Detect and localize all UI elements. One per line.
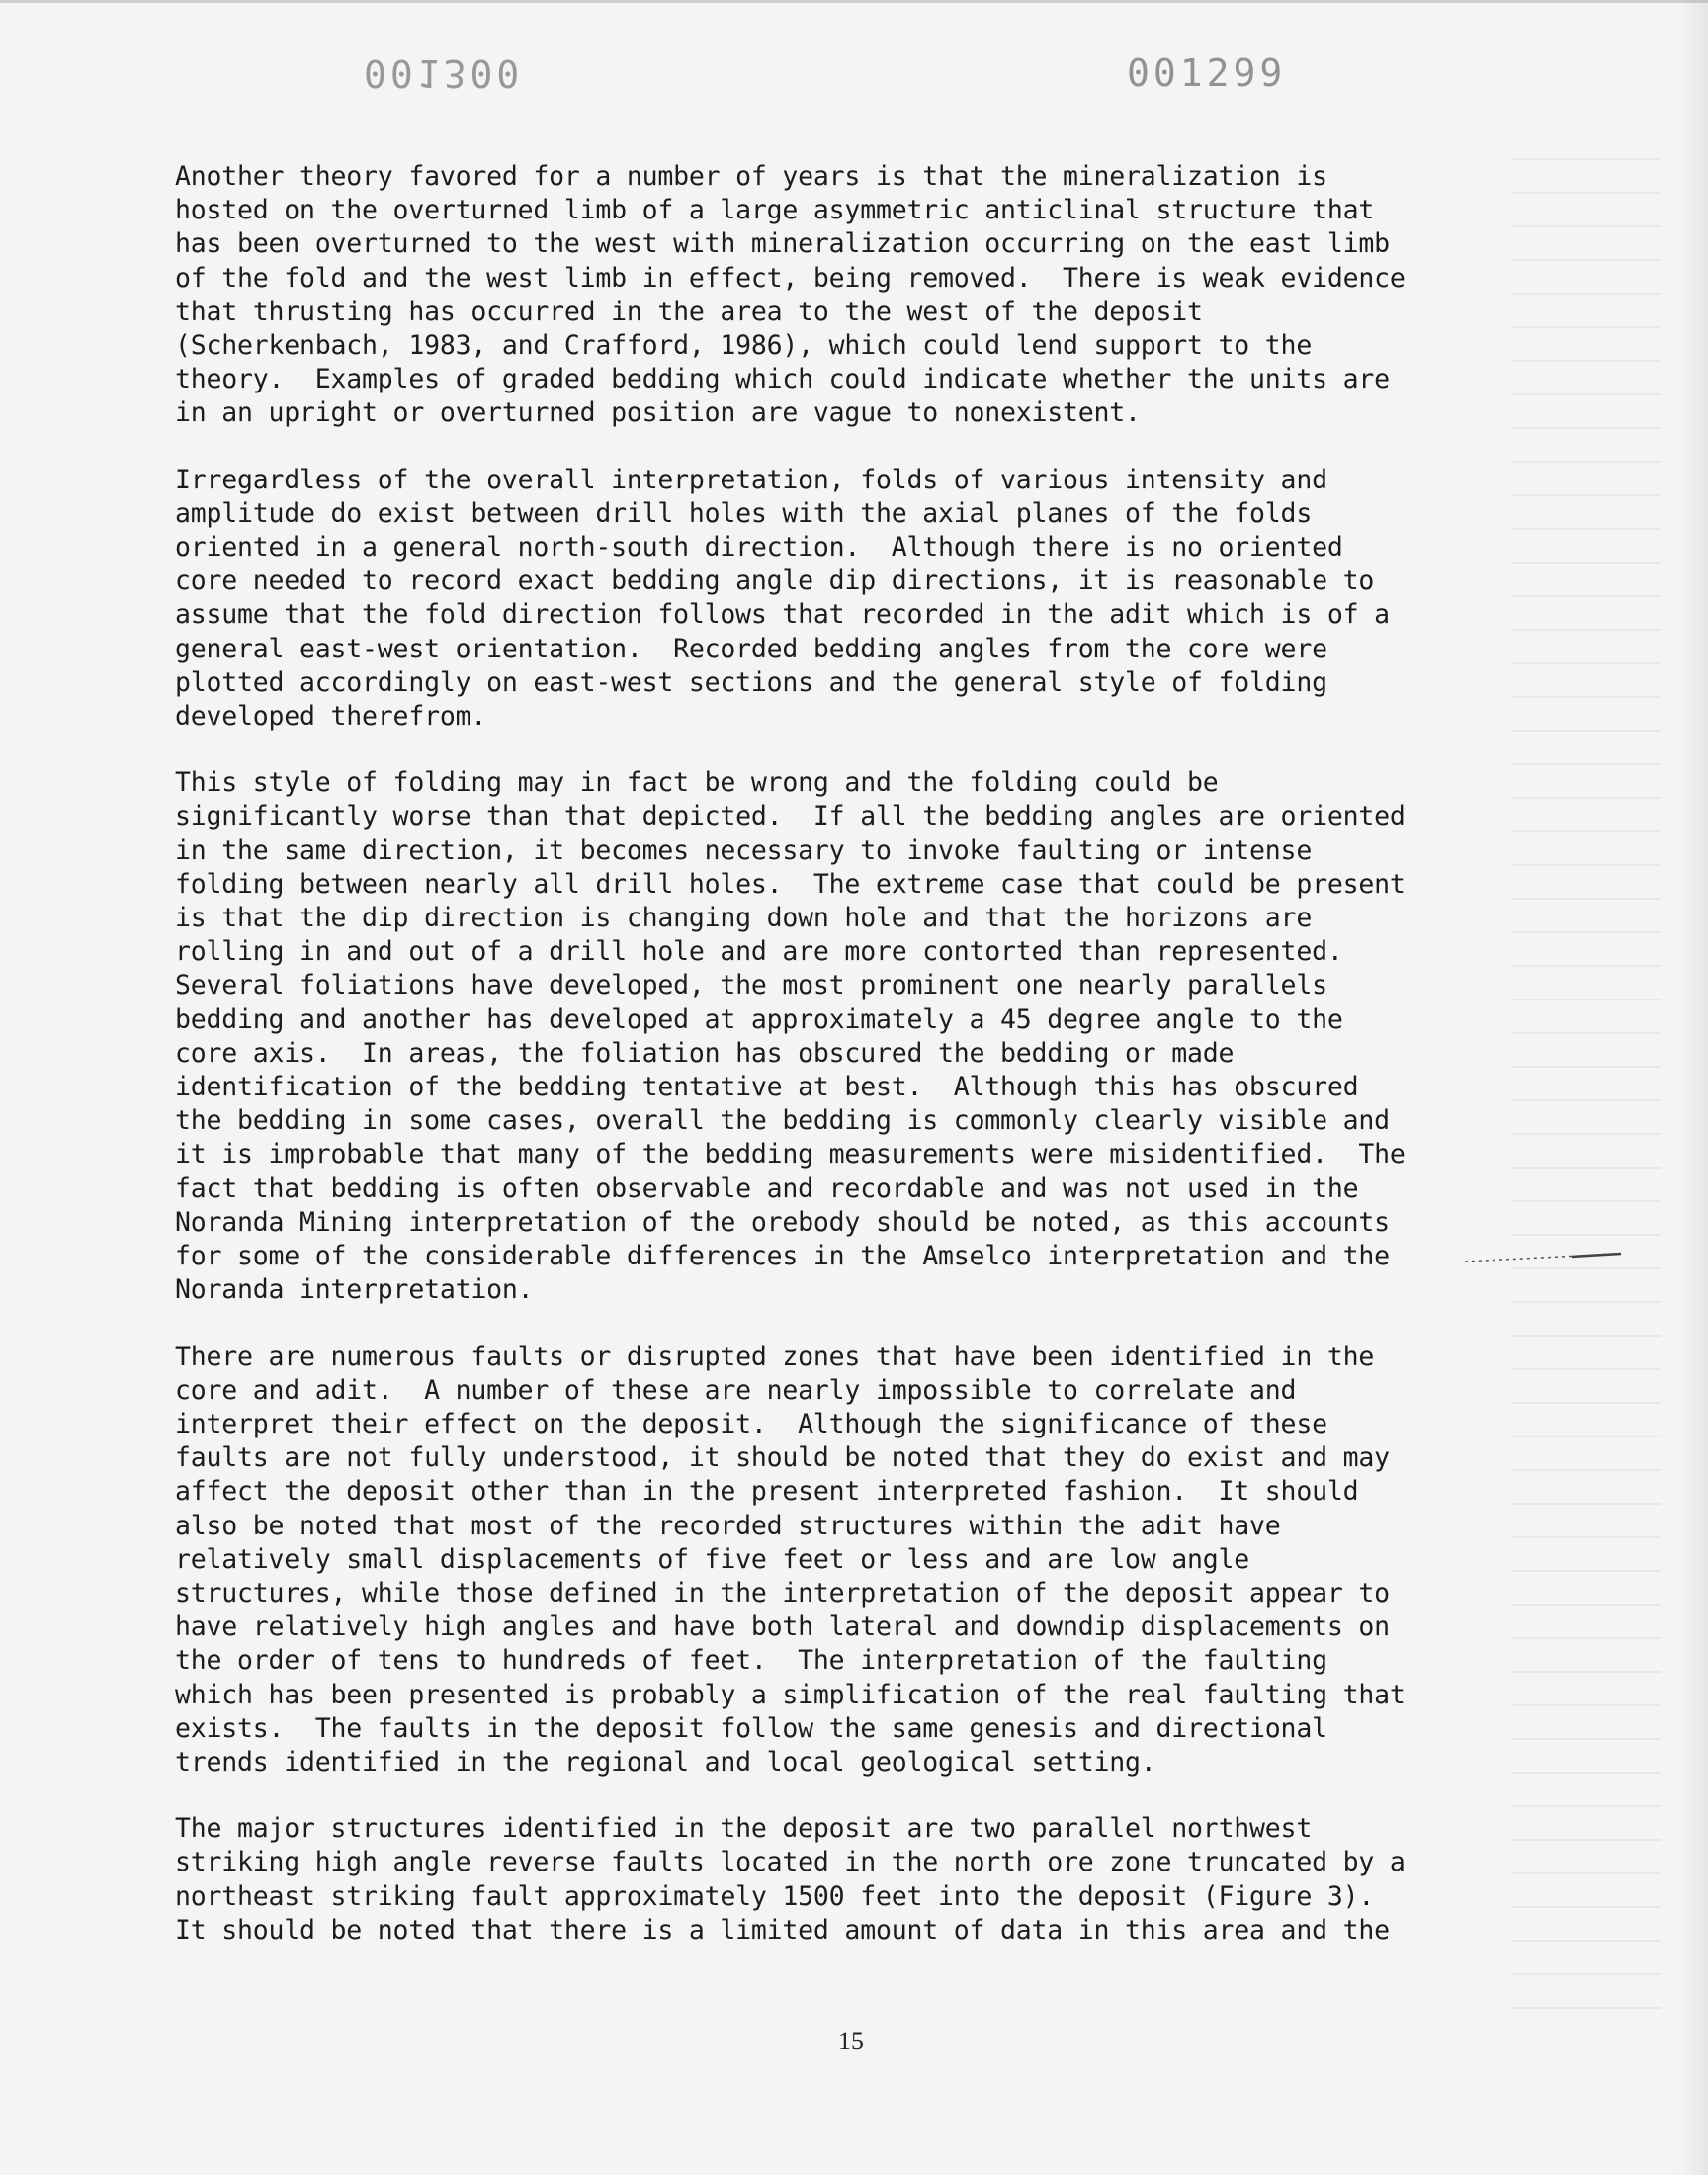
text-line: in the same direction, it becomes necessary to invoke faulting or intense <box>175 834 1313 866</box>
text-line: fact that bedding is often observable and recordable and was not used in the <box>175 1173 1359 1204</box>
text-line: Noranda Mining interpretation of the orebody should be noted, as this accounts <box>175 1206 1390 1238</box>
text-line: have relatively high angles and have both lateral and downdip displacements on <box>175 1611 1390 1643</box>
text-line: which has been presented is probably a simplification of the real faulting that <box>175 1679 1406 1710</box>
text-line: in an upright or overturned position are vague to nonexistent. <box>175 397 1141 429</box>
page-top-edge <box>0 0 1708 3</box>
paragraph-4 <box>175 1341 1519 1781</box>
text-line: plotted accordingly on east-west sections and the general style of folding <box>175 666 1327 698</box>
text-line: developed therefrom. <box>175 701 487 733</box>
text-line: structures, while those defined in the interpretation of the deposit appear to <box>175 1577 1390 1609</box>
text-line: folding between nearly all drill holes. The extreme case that could be present <box>175 868 1406 900</box>
paragraph-3 <box>175 766 1519 1307</box>
paragraph-5 <box>175 1812 1519 1948</box>
text-line: Several foliations have developed, the most prominent one nearly parallels <box>175 970 1327 1001</box>
text-line: also be noted that most of the recorded structures within the adit have <box>175 1510 1281 1541</box>
text-line: of the fold and the west limb in effect, being removed. There is weak evidence <box>175 262 1406 294</box>
text-line: Another theory favored for a number of years is that the mineralization is <box>175 161 1327 192</box>
text-line: for some of the considerable differences in the Amselco interpretation and the <box>175 1241 1390 1272</box>
paragraph-1 <box>175 160 1519 431</box>
text-line: exists. The faults in the deposit follow the same genesis and directional <box>175 1712 1327 1744</box>
text-line: It should be noted that there is a limited amount of data in this area and the <box>175 1914 1390 1946</box>
text-line: amplitude do exist between drill holes with the axial planes of the folds <box>175 497 1313 529</box>
text-line: relatively small displacements of five feet or less and are low angle <box>175 1543 1250 1575</box>
text-line: interpret their effect on the deposit. Although the significance of these <box>175 1408 1327 1439</box>
text-line: striking high angle reverse faults located in the north ore zone truncated by a <box>175 1847 1406 1878</box>
text-line: it is improbable that many of the bedding measurements were misidentified. The <box>175 1139 1406 1171</box>
text-line: affect the deposit other than in the present interpreted fashion. It should <box>175 1476 1359 1508</box>
bleed-through-text <box>1512 158 1661 2037</box>
text-line: oriented in a general north-south direction. Although there is no oriented <box>175 532 1343 564</box>
text-line: Noranda interpretation. <box>175 1274 534 1306</box>
text-line: core needed to record exact bedding angle dip directions, it is reasonable to <box>175 566 1375 597</box>
text-line: core and adit. A number of these are nearly impossible to correlate and <box>175 1374 1297 1406</box>
stamp-number-right: 001299 <box>1127 51 1287 95</box>
text-line: (Scherkenbach, 1983, and Crafford, 1986), which could lend support to the <box>175 330 1313 362</box>
text-line: faults are not fully understood, it should be noted that they do exist and may <box>175 1442 1390 1474</box>
text-line: The major structures identified in the deposit are two parallel northwest <box>175 1813 1313 1845</box>
text-line: Irregardless of the overall interpretation, folds of various intensity and <box>175 464 1327 495</box>
text-line: bedding and another has developed at approximately a 45 degree angle to the <box>175 1003 1343 1035</box>
text-line: northeast striking fault approximately 1500 feet into the deposit (Figure 3). <box>175 1880 1375 1912</box>
text-line: identification of the bedding tentative at best. Although this has obscured <box>175 1072 1359 1103</box>
text-line: the bedding in some cases, overall the bedding is commonly clearly visible and <box>175 1105 1390 1137</box>
text-line: core axis. In areas, the foliation has obscured the bedding or made <box>175 1037 1235 1069</box>
page-edge-shadow <box>1678 0 1708 2175</box>
text-line: There are numerous faults or disrupted zones that have been identified in the <box>175 1341 1375 1372</box>
stamp-number-left: 001300 <box>364 51 524 95</box>
text-line: the order of tens to hundreds of feet. The interpretation of the faulting <box>175 1645 1327 1677</box>
paragraph-2 <box>175 464 1519 735</box>
body-text <box>175 160 1519 1980</box>
text-line: has been overturned to the west with mineralization occurring on the east limb <box>175 228 1390 260</box>
text-line: This style of folding may in fact be wrong and the folding could be <box>175 767 1219 799</box>
text-line: theory. Examples of graded bedding which could indicate whether the units are <box>175 364 1390 395</box>
text-line: significantly worse than that depicted. If all the bedding angles are oriented <box>175 801 1406 832</box>
text-line: trends identified in the regional and local geological setting. <box>175 1746 1156 1778</box>
text-line: assume that the fold direction follows that recorded in the adit which is of a <box>175 599 1390 631</box>
text-line: that thrusting has occurred in the area to the west of the deposit <box>175 296 1203 327</box>
text-line: is that the dip direction is changing down hole and that the horizons are <box>175 903 1313 934</box>
pen-mark-icon <box>1463 1248 1621 1267</box>
text-line: general east-west orientation. Recorded bedding angles from the core were <box>175 633 1327 664</box>
text-line: rolling in and out of a drill hole and are more contorted than represented. <box>175 936 1343 968</box>
text-line: hosted on the overturned limb of a large asymmetric anticlinal structure that <box>175 195 1375 226</box>
page-number: 15 <box>838 2027 864 2055</box>
